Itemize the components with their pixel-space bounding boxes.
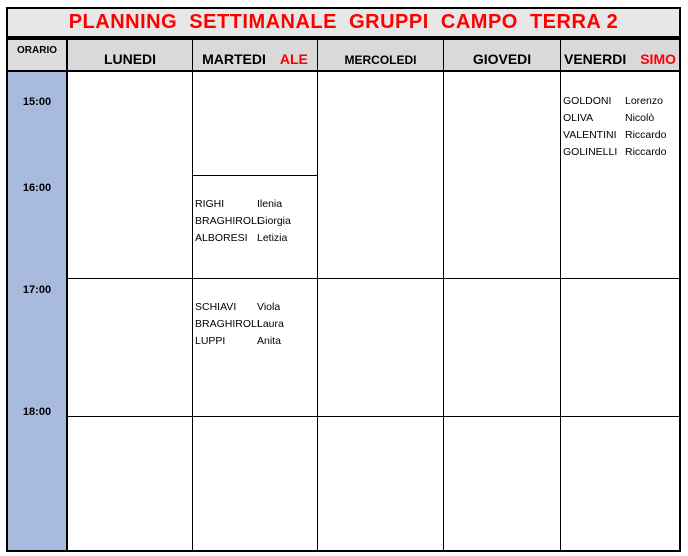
player-row bbox=[195, 196, 291, 213]
player-surname: GOLDONI bbox=[563, 95, 612, 107]
day-assignee: SIMO bbox=[640, 51, 676, 67]
time-label-17: 17:00 bbox=[22, 284, 52, 296]
player-surname: VALENTINI bbox=[563, 129, 617, 141]
column-divider bbox=[560, 40, 561, 550]
player-row bbox=[195, 230, 291, 247]
day-label: MARTEDI bbox=[202, 51, 266, 67]
player-name: Ilenia bbox=[257, 198, 283, 210]
player-row bbox=[563, 110, 666, 127]
player-name: Riccardo bbox=[625, 129, 667, 141]
player-name: Riccardo bbox=[625, 146, 667, 158]
column-divider bbox=[192, 40, 193, 550]
time-label-18: 18:00 bbox=[22, 406, 52, 418]
day-header-lunedi bbox=[68, 40, 192, 70]
day-label: VENERDI bbox=[563, 51, 627, 67]
schedule-grid bbox=[6, 38, 681, 552]
player-surname: BRAGHIROLI bbox=[195, 215, 260, 227]
day-label: GIOVEDI bbox=[472, 51, 532, 67]
day-header-venerdi bbox=[561, 40, 679, 70]
player-name: Anita bbox=[257, 335, 281, 347]
day-label: MERCOLEDI bbox=[344, 53, 417, 67]
player-name: Lorenzo bbox=[625, 95, 663, 107]
player-surname: SCHIAVI bbox=[195, 301, 237, 313]
player-surname: OLIVA bbox=[563, 112, 594, 124]
player-name: Viola bbox=[257, 301, 281, 313]
row-divider bbox=[192, 175, 317, 176]
group-venerdi-15 bbox=[563, 93, 666, 161]
page-title: PLANNING SETTIMANALE GRUPPI CAMPO TERRA 2 bbox=[68, 11, 619, 33]
player-name: Nicolò bbox=[625, 112, 655, 124]
time-label-15: 15:00 bbox=[22, 96, 52, 108]
player-surname: BRAGHIROLI bbox=[195, 318, 260, 330]
day-header-martedi bbox=[193, 40, 317, 70]
day-label: LUNEDI bbox=[103, 51, 157, 67]
day-assignee: ALE bbox=[279, 51, 308, 67]
player-surname: LUPPI bbox=[195, 335, 226, 347]
orario-header: ORARIO bbox=[8, 40, 66, 72]
column-divider bbox=[443, 40, 444, 550]
player-row bbox=[563, 93, 666, 110]
orario-column bbox=[8, 40, 68, 550]
player-name: Giorgia bbox=[257, 215, 291, 227]
day-header-giovedi bbox=[444, 40, 560, 70]
title-bar bbox=[6, 7, 681, 38]
days-header-row bbox=[68, 40, 679, 72]
time-label-16: 16:00 bbox=[22, 182, 52, 194]
group-martedi-17 bbox=[195, 299, 284, 350]
day-header-mercoledi bbox=[318, 40, 443, 70]
row-divider bbox=[68, 416, 679, 417]
player-row bbox=[195, 316, 284, 333]
group-martedi-16 bbox=[195, 196, 291, 247]
player-row bbox=[563, 127, 666, 144]
player-row bbox=[195, 299, 284, 316]
player-name: Laura bbox=[257, 318, 284, 330]
row-divider bbox=[68, 278, 679, 279]
player-surname: GOLINELLI bbox=[563, 146, 618, 158]
player-surname: ALBORESI bbox=[195, 232, 248, 244]
player-row bbox=[195, 213, 291, 230]
column-divider bbox=[317, 40, 318, 550]
player-surname: RIGHI bbox=[195, 198, 225, 210]
player-row bbox=[563, 144, 666, 161]
player-row bbox=[195, 333, 284, 350]
player-name: Letizia bbox=[257, 232, 288, 244]
